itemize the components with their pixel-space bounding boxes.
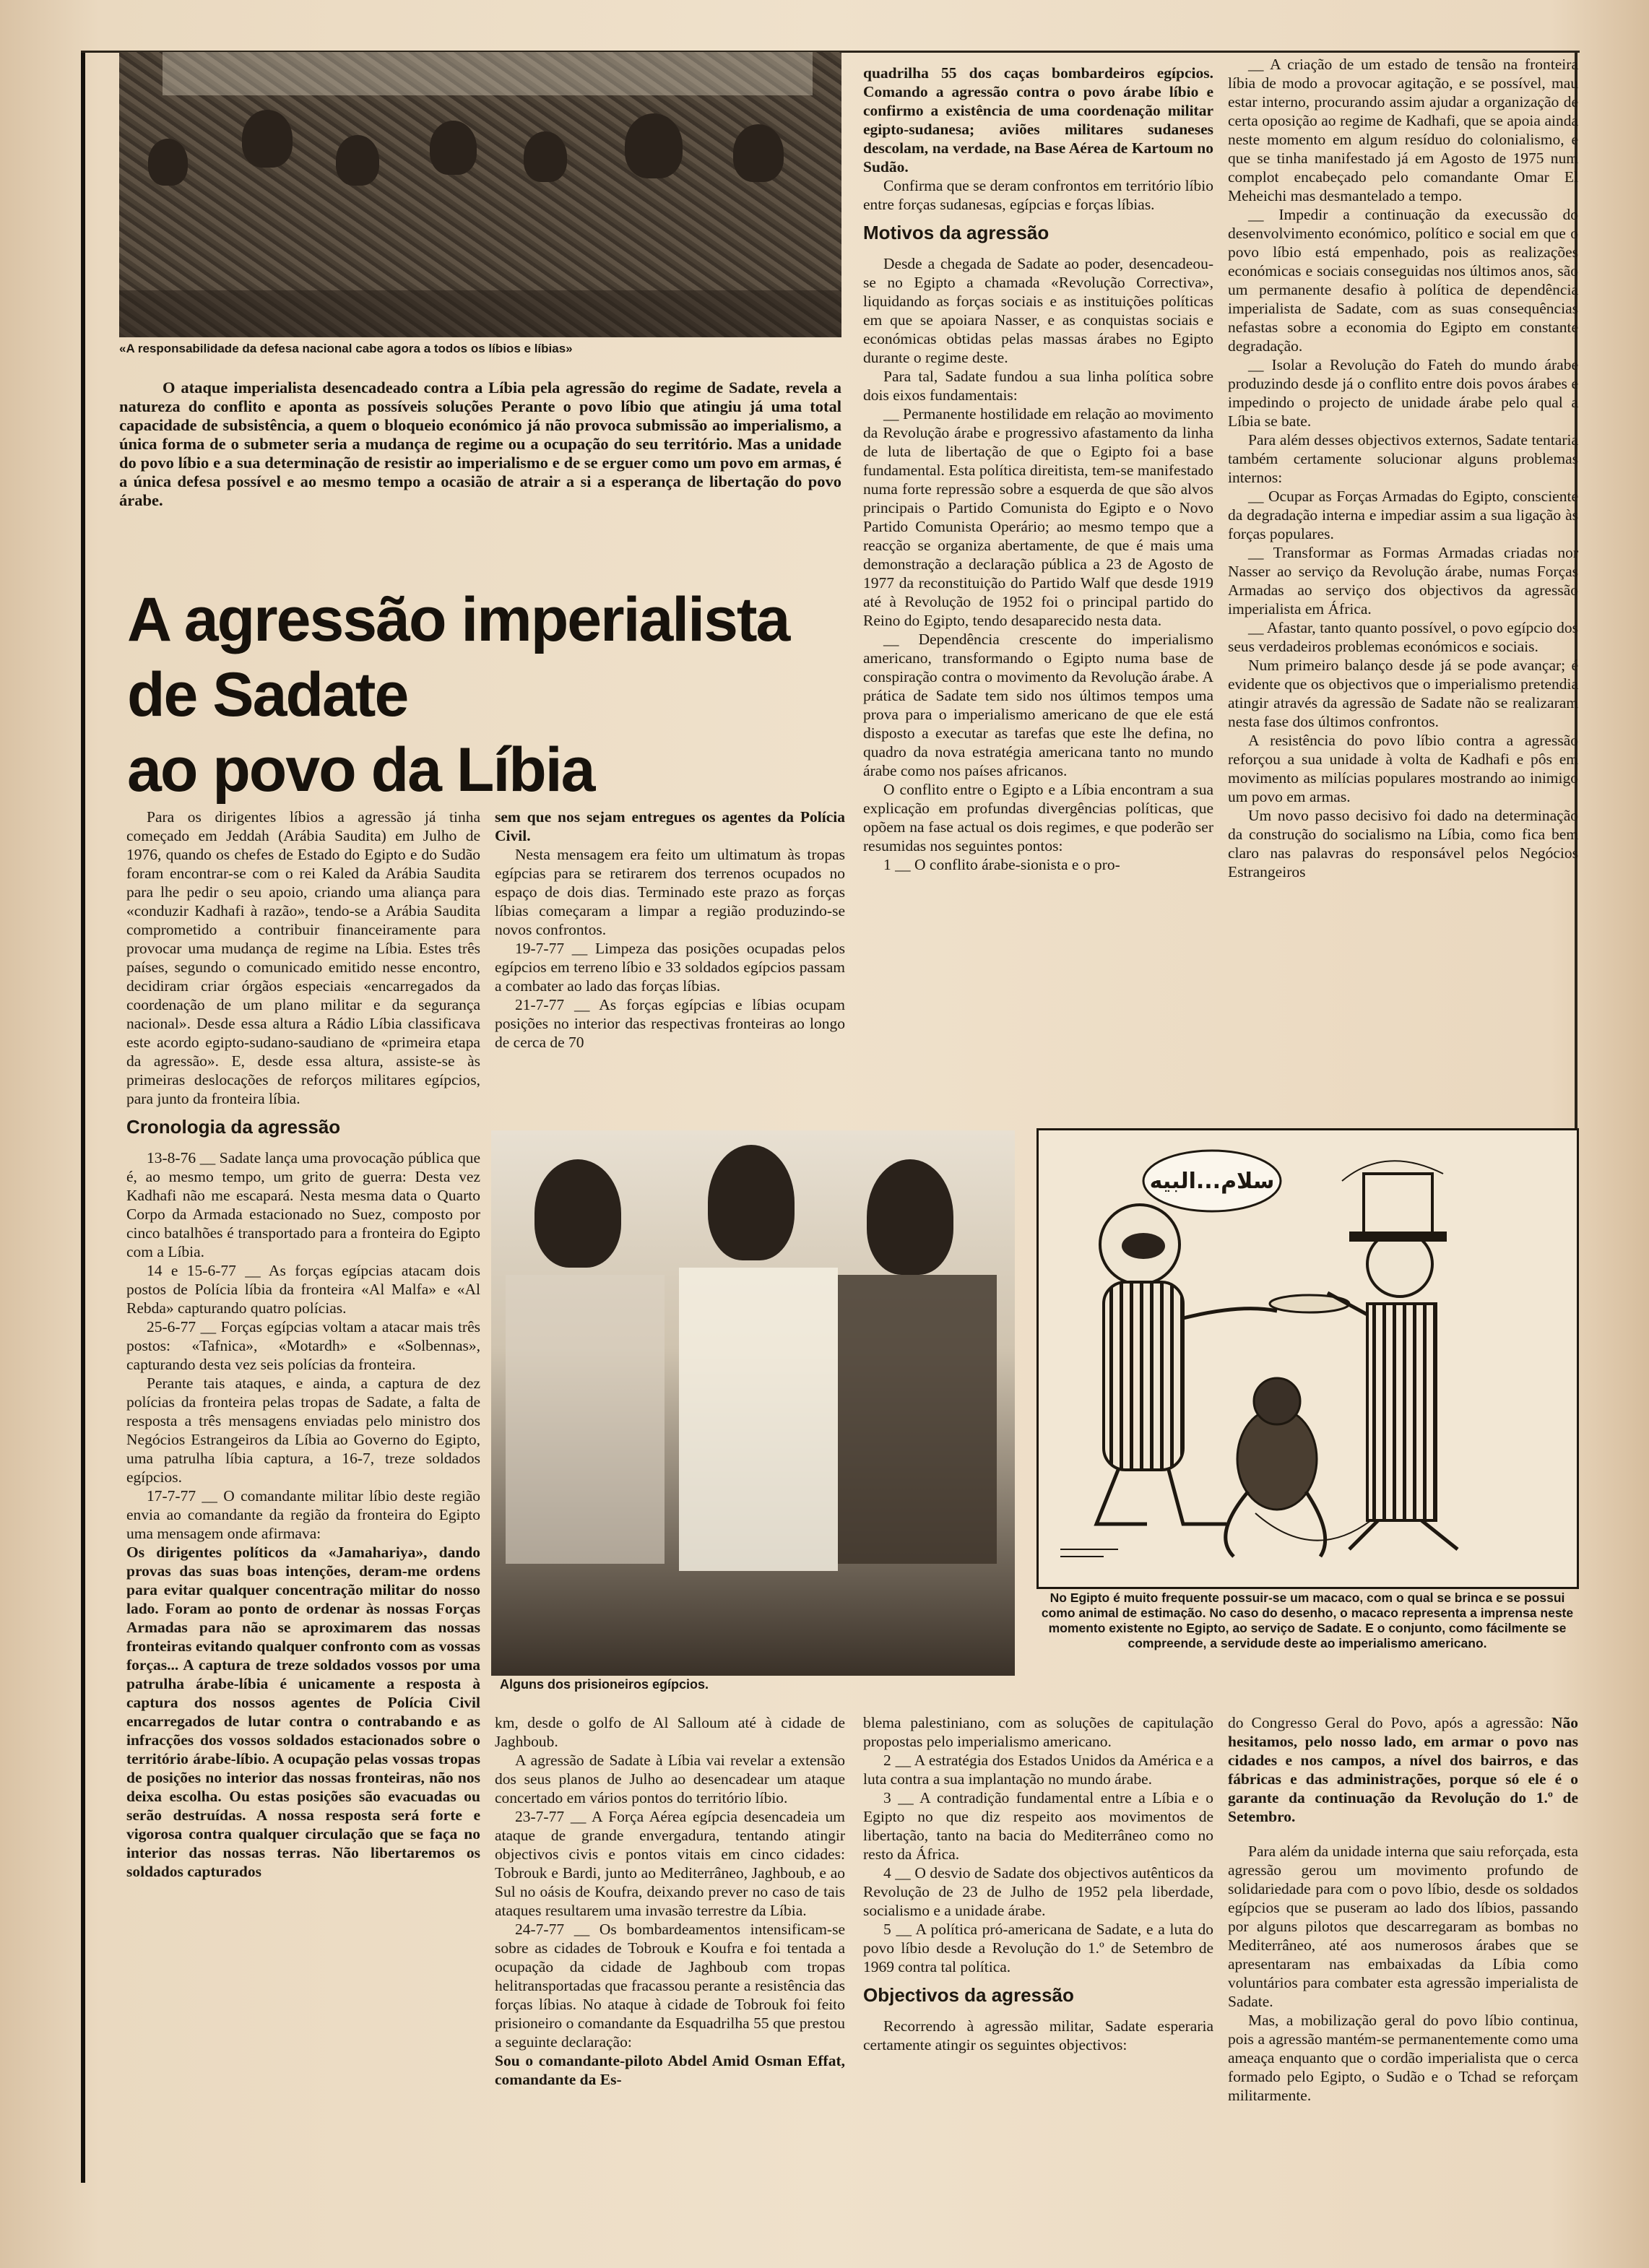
col2-p1: sem que nos sejam entregues os agentes da Polícia Civil. — [495, 808, 845, 844]
motives-heading: Motivos da agressão — [863, 222, 1049, 243]
col4b-p2: Para além da unidade interna que saiu reforçada, esta agressão gerou um movimento profundo de solidariedade para com o povo líbio, desde os soldados egípcios que se puseram ao lado dos líbios, passando por alguns pilotos que descarregaram as bombas no Mediterrâneo, até aos numerosos árabes que se apresentaram nas embaixadas da Líbia como voluntários para combater esta agressão imperialista de Sadate. — [1228, 1843, 1578, 2010]
col4b-p1 — [1228, 1713, 1578, 1826]
col2b-p4: 24-7-77 __ Os bombardeamentos intensificam-se sobre as cidades de Tobrouk e Koufra e foi tentada a ocupação da cidade de Jaghboub com tropas helitransportadas que fracassou perante a resistência das forças líbias. No ataque à cidade de Tobrouk foi feito prisioneiro o comandante da Esquadrilha 55 que prestou a seguinte declaração: — [495, 1921, 845, 2051]
col4-p1: __ A criação de um estado de tensão na fronteira líbia de modo a provocar agitação, e se possível, mau estar interno, procurando assim ajudar a organização de certa oposição ao regime de Kadhafi, que se apoia ainda neste momento em algum resíduo do colonialismo, e que se tinha manifestado já em Agosto de 1975 num complot encabeçado pelo comandante Omar El Meheichi mas desmantelado a tempo. — [1228, 56, 1578, 204]
col3b-p5: 5 __ A política pró-americana de Sadate, e a luta do povo líbio desde a Revolução do 1.º de Setembro de 1969 contra tal política. — [863, 1921, 1213, 1975]
col1-p1: 13-8-76 __ Sadate lança uma provocação pública que é, ao mesmo tempo, um grito de guerra: Desta vez Kadhafi não me escapará. Nesta mesma data o Quarto Corpo da Armada estacionado no Suez, composto por cinco batalhões é transportado para a fronteira do Egipto com a Líbia. — [126, 1149, 480, 1260]
col2-p3: 19-7-77 __ Limpeza das posições ocupadas pelos egípcios em terreno líbio e 33 soldados egípcios passam a combater ao lado das forças líbias. — [495, 940, 845, 995]
col4-p3: __ Isolar a Revolução do Fateh do mundo árabe produzindo desde já o conflito entre dois povos árabes e impedindo o projecto de unidade árabe pelo qual a Líbia se bate. — [1228, 356, 1578, 430]
col2-p2: Nesta mensagem era feito um ultimatum às tropas egípcias para se retirarem dos terrenos ocupados no espaço de dois dias. Terminado este prazo as forças líbias começaram a limpar a região produzindo-se novos confrontos. — [495, 846, 845, 938]
col1-quote: Os dirigentes políticos da «Jamahariya», dando provas das suas boas intenções, deram-me ordens para evitar qualquer concentração militar do nosso lado. Foram ao ponto de ordenar às nossas Forças Armadas para não se aproximarem das nossas fronteiras evitando qualquer confronto com as vossas forças... A captura de treze soldados vossos por uma patrulha árabe-líbia é unicamente a resposta à captura dos nossos agentes de Polícia Civil encarregados de lutar contra o contrabando e as infracções dos vossos soldados estacionados sobre o território árabe-líbio. A ocupação pelas vossas tropas de posições no interior das nossas fronteiras, não nos deixa escolha. Ou estas posições são evacuadas ou serão destruídas. A nossa resposta será forte e vigorosa contra qualquer circulação que se faça no interior das nossas terras. Não libertaremos os soldados capturados — [126, 1544, 480, 1880]
col4b-p1-text: do Congresso Geral do Povo, após a agressão: — [1228, 1714, 1544, 1731]
column-3-top — [863, 64, 1213, 874]
cartoon-illustration — [1036, 1128, 1579, 1589]
col1-intro: Para os dirigentes líbios a agressão já tinha começado em Jeddah (Arábia Saudita) em Julho de 1976, quando os chefes de Estado do Egipto e do Sudão foram encontrar-se com o rei Kaled da Arábia Saudita para lhe pedir o seu apoio, criando uma aliança para «conduzir Kadhafi à razão», tendo-se a Arábia Saudita comprometido a contribuir financeiramente para provocar uma mudança de regime na Líbia. Estes três países, segundo o comunicado emitido nesse encontro, decidiram criar órgãos especiais «encarregados da coordenação de um plano militar e da segurança nacional». Desde essa altura a Rádio Líbia classificava este acordo egipto-sudano-saudiano de «primeira etapa da agressão». E, desde essa altura, assiste-se às primeiras deslocações de reforços militares egípcios, para junto da fronteira líbia. — [126, 808, 480, 1107]
col3b-p6: Recorrendo à agressão militar, Sadate esperaria certamente atingir os seguintes objectivos: — [863, 2017, 1213, 2053]
col3b-p4: 4 __ O desvio de Sadate dos objectivos autênticos da Revolução de 23 de Julho de 1952 pela liberdade, socialismo e a unidade árabe. — [863, 1864, 1213, 1919]
col4b-p3: Mas, a mobilização geral do povo líbio continua, pois a agressão mantém-se permanentemente como uma ameaça enquanto que o cordão imperialista que o cerca formado pelo Egipto, o Sudão e o Tchad se reforçam militarmente. — [1228, 2012, 1578, 2104]
col3-p1: quadrilha 55 dos caças bombardeiros egípcios. Comando a agressão contra o povo árabe líbio e confirmo a existência de uma coordenação militar egipto-sudanesa; aviões militares sudaneses descolam, na verdade, na Base Aérea de Kartoum no Sudão. — [863, 64, 1213, 176]
col3-p5: __ Permanente hostilidade em relação ao movimento da Revolução árabe e progressivo afastamento da linha de luta de libertação de que o Egipto foi a base fundamental. Esta política direitista, tem-se manifestado numa forte repressão sobre a esquerda de que são alvos principais o Partido Comunista do Egipto e o Novo Partido Comunista Operário; ao mesmo tempo que a reacção se organiza abertamente, de que é mais uma demonstração a declaração pública a 23 de Agosto de 1977 da reconstituição do Partido Walf que desde 1919 até à Revolução de 1952 foi o principal partido do Reino do Egipto, tendo desaparecido nesta data. — [863, 405, 1213, 629]
col4-p2: __ Impedir a continuação da execussão do desenvolvimento económico, político e social em que o povo líbio está empenhado, pois as realizações económicas e sociais conseguidas nos últimos anos, são um permanente desafio à política de dependência imperialista de Sadate, com as suas consequências nefastas sobre a economia do Egipto em constante degradação. — [1228, 206, 1578, 355]
col1-p3: 25-6-77 __ Forças egípcias voltam a atacar mais três postos: «Tafnica», «Motardh» e «Solbennas», capturando desta vez seis polícias da fronteira. — [126, 1318, 480, 1373]
col1-p5: 17-7-77 __ O comandante militar líbio deste região envia ao comandante da região da fronteira do Egipto uma mensagem onde afirmava: — [126, 1487, 480, 1542]
column-2-bottom — [495, 1713, 845, 2089]
col3-p2: Confirma que se deram confrontos em território líbio entre forças sudanesas, egípcias e forças líbias. — [863, 177, 1213, 213]
col3-p8: 1 __ O conflito árabe-sionista e o pro- — [883, 856, 1120, 873]
col4-p4: Para além desses objectivos externos, Sadate tentaria também certamente solucionar alguns problemas internos: — [1228, 431, 1578, 486]
col1-p2: 14 e 15-6-77 __ As forças egípcias atacam dois postos de Polícia líbia da fronteira «Al Malfa» e «Al Rebda» capturando quatro polícias. — [126, 1262, 480, 1317]
col3-p4: Para tal, Sadate fundou a sua linha política sobre dois eixos fundamentais: — [863, 368, 1213, 404]
prisoners-photo-caption: Alguns dos prisioneiros egípcios. — [500, 1677, 709, 1692]
objectives-heading: Objectivos da agressão — [863, 1984, 1074, 2006]
headline-line-2: de Sadate — [127, 660, 408, 730]
bleed-through-text — [43, 2203, 1632, 2246]
chronology-heading: Cronologia da agressão — [126, 1116, 341, 1138]
column-4-top — [1228, 55, 1578, 881]
col2b-p5: Sou o comandante-piloto Abdel Amid Osman Effat, comandante da Es- — [495, 2052, 845, 2088]
col3-p6: __ Dependência crescente do imperialismo americano, transformando o Egipto numa base de conspiração contra o movimento da Revolução árabe. A prática de Sadate tem sido nos últimos tempos uma prova para o imperialismo americano de que ele está disposto a executar as tarefas que este lhe defina, no quadro da nova estratégia americana tanto no mundo árabe como nos países africanos. — [863, 631, 1213, 779]
col4-p7: __ Afastar, tanto quanto possível, o povo egípcio dos seus verdadeiros problemas económicos e sociais. — [1228, 619, 1578, 655]
column-1 — [126, 808, 480, 1881]
col2b-p3: 23-7-77 __ A Força Aérea egípcia desencadeia um ataque de grande envergadura, tentando atingir objectivos civis e pontos vitais em cinco cidades: Tobrouk e Bardi, junto ao Mediterrâneo, Jaghboub, e ao Sul no oásis de Koufra, deixando prever no caso de tais ataques resultarem uma invasão terrestre da Líbia. — [495, 1808, 845, 1919]
left-border-rule — [81, 52, 85, 2183]
headline-line-3: ao povo da Líbia — [127, 735, 594, 805]
col2b-p1: km, desde o golfo de Al Salloum até à cidade de Jaghboub. — [495, 1714, 845, 1750]
lead-paragraph: O ataque imperialista desencadeado contra a Líbia pela agressão do regime de Sadate, revela a natureza do conflito e aponta as possíveis soluções Perante o povo líbio que atingiu já uma total capacidade de subsistência, a quem o bloqueio económico já não provoca submissão ao imperialismo, a única forma de o submeter seria a mudança de regime ou a ocupação do seu território. Mas a unidade do povo líbio e a sua determinação de resistir ao imperialismo e de se erguer como um povo em armas, é a única defesa possível e ao mesmo tempo a ocasião de atrair a si a esperança de libertação do povo árabe. — [119, 378, 841, 509]
col3-p3: Desde a chegada de Sadate ao poder, desencadeou-se no Egipto a chamada «Revolução Correctiva», liquidando as forças sociais e as instituições políticas em que se apoiara Nasser, e as conquistas sociais e económicas obtidas pelas massas árabes no Egipto durante o regime deste. — [863, 255, 1213, 366]
column-3-bottom — [863, 1713, 1213, 2054]
col2-p4: 21-7-77 __ As forças egípcias e líbias ocupam posições no interior das respectivas fronteiras ao longo de cerca de 70 — [495, 996, 845, 1051]
col4-p6: __ Transformar as Formas Armadas criadas nor Nasser ao serviço da Revolução árabe, numas Forças Armadas ao serviço dos objectivos da agressão imperialista em África. — [1228, 544, 1578, 618]
speech-bubble-text: سلام...البيه — [1149, 1169, 1275, 1194]
col3b-p3: 3 __ A contradição fundamental entre a Líbia e o Egipto no que diz respeito aos movimentos de libertação, tanto na bacia do Mediterrâneo como no resto da África. — [863, 1789, 1213, 1863]
col1-p4: Perante tais ataques, e ainda, a captura de dez polícias da fronteira pelas tropas de Sadate, a falta de resposta a três mensagens enviadas pelo ministro dos Negócios Estrangeiros da Líbia ao Governo do Egipto, uma patrulha líbia captura, a 16-7, treze soldados egípcios. — [126, 1375, 480, 1486]
headline — [127, 582, 849, 808]
prisoners-photo — [491, 1130, 1015, 1676]
col4-p8: Num primeiro balanço desde já se pode avançar; é evidente que os objectivos que o imperialismo pretendia atingir através da agressão de Sadate não se realizaram nesta fase dos últimos confrontos. — [1228, 657, 1578, 730]
col4-p10: Um novo passo decisivo foi dado na determinação da construção do socialismo na Líbia, como fica bem claro nas palavras do responsável pelos Negócios Estrangeiros — [1228, 807, 1578, 880]
cartoon-drawing — [1039, 1130, 1577, 1587]
cartoon-caption: No Egipto é muito frequente possuir-se um macaco, com o qual se brinca e se possui como animal de estimação. No caso do desenho, o macaco representa a imprensa neste momento existente no Egipto, ao serviço de Sadate. E o conjunto, como fácilmente se compreende, a servidude deste ao imperialismo americano. — [1041, 1590, 1574, 1650]
col3b-p2: 2 __ A estratégia dos Estados Unidos da América e a luta contra a sua implantação no mundo árabe. — [863, 1752, 1213, 1788]
col2b-p2: A agressão de Sadate à Líbia vai revelar a extensão dos seus planos de Julho ao desencadear um ataque concertado em vários pontos do território líbio. — [495, 1752, 845, 1806]
militia-photo — [119, 52, 841, 337]
militia-photo-caption: «A responsabilidade da defesa nacional cabe agora a todos os líbios e líbias» — [119, 342, 573, 355]
col4-p9: A resistência do povo líbio contra a agressão reforçou a sua unidade à volta de Kadhafi e pôs em movimento as milícias populares mostrando ao inimigo um povo em armas. — [1228, 732, 1578, 805]
headline-line-1: A agressão imperialista — [127, 585, 789, 654]
column-2-top — [495, 808, 845, 1052]
col4b-quote: Não hesitamos, pelo nosso lado, em armar o povo nas cidades e nos campos, a nível dos bairros, e das fábricas e das administrações, porque só ele é o garante da continuação da Revolução do 1.º de Setembro. — [1228, 1714, 1579, 1825]
col4-p5: __ Ocupar as Forças Armadas do Egipto, consciente da degradação interna e impediar assim a sua ligação às forças populares. — [1228, 488, 1578, 542]
col3b-p1: blema palestiniano, com as soluções de capitulação propostas pelo imperialismo americano. — [863, 1714, 1213, 1750]
column-4-bottom — [1228, 1713, 1578, 2105]
col3-p7: O conflito entre o Egipto e a Líbia encontram a sua explicação em profundas divergências políticas, que opõem na fase actual os dois regimes, e que poderão ser resumidas nos seguintes pontos: — [863, 781, 1213, 854]
